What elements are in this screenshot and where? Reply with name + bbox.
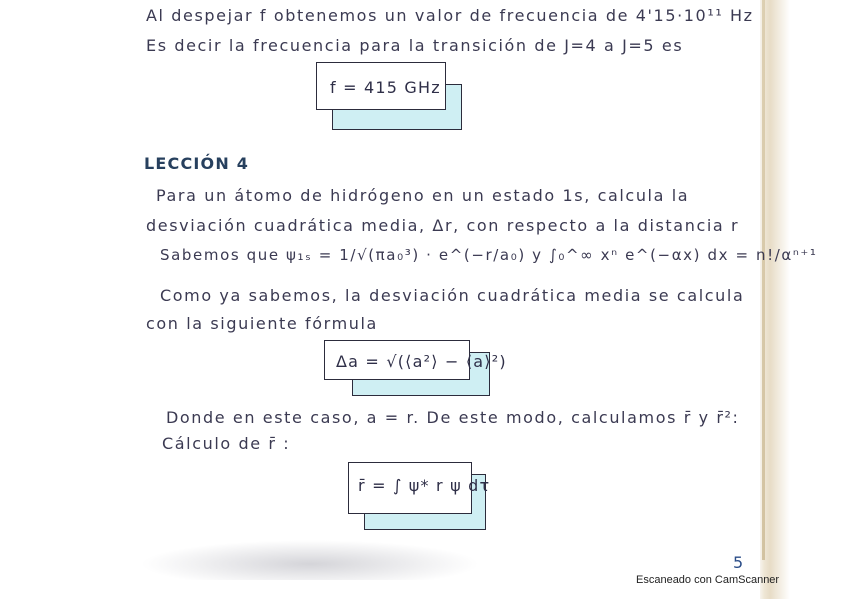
text-line-8: Donde en este caso, a = r. De este modo, calculamos r̄ y r̄²: <box>166 408 740 427</box>
mean-r-formula: r̄ = ∫ ψ* r ψ dτ <box>358 476 491 495</box>
lesson-heading: LECCIÓN 4 <box>144 154 250 173</box>
text-line-4: desviación cuadrática media, Δr, con respecto a la distancia r <box>146 216 740 235</box>
page-number: 5 <box>733 553 744 572</box>
text-line-9: Cálculo de r̄ : <box>162 434 291 453</box>
result-box-deviation <box>324 340 507 400</box>
frequency-result: f = 415 GHz <box>330 78 441 97</box>
deviation-formula: Δa = √(⟨a²⟩ − ⟨a⟩²) <box>336 352 507 371</box>
text-line-6: Como ya sabemos, la desviación cuadrática media se calcula <box>160 286 745 305</box>
scan-shadow <box>140 540 480 580</box>
notebook-edge <box>762 0 765 560</box>
result-box-frequency <box>316 62 466 132</box>
text-line-3: Para un átomo de hidrógeno en un estado 1s, calcula la <box>156 186 690 205</box>
text-line-5-formula: Sabemos que ψ₁ₛ = 1/√(πa₀³) · e^(−r/a₀) y ∫₀^∞ xⁿ e^(−αx) dx = n!/αⁿ⁺¹ <box>160 246 818 264</box>
text-line-2: Es decir la frecuencia para la transición de J=4 a J=5 es <box>146 36 684 55</box>
text-line-7: con la siguiente fórmula <box>146 314 378 333</box>
page-edge-shading <box>760 0 848 599</box>
text-line-1: Al despejar f obtenemos un valor de frecuencia de 4'15·10¹¹ Hz <box>146 6 754 25</box>
camscanner-watermark: Escaneado con CamScanner <box>636 574 780 586</box>
result-box-mean-r <box>348 462 491 532</box>
